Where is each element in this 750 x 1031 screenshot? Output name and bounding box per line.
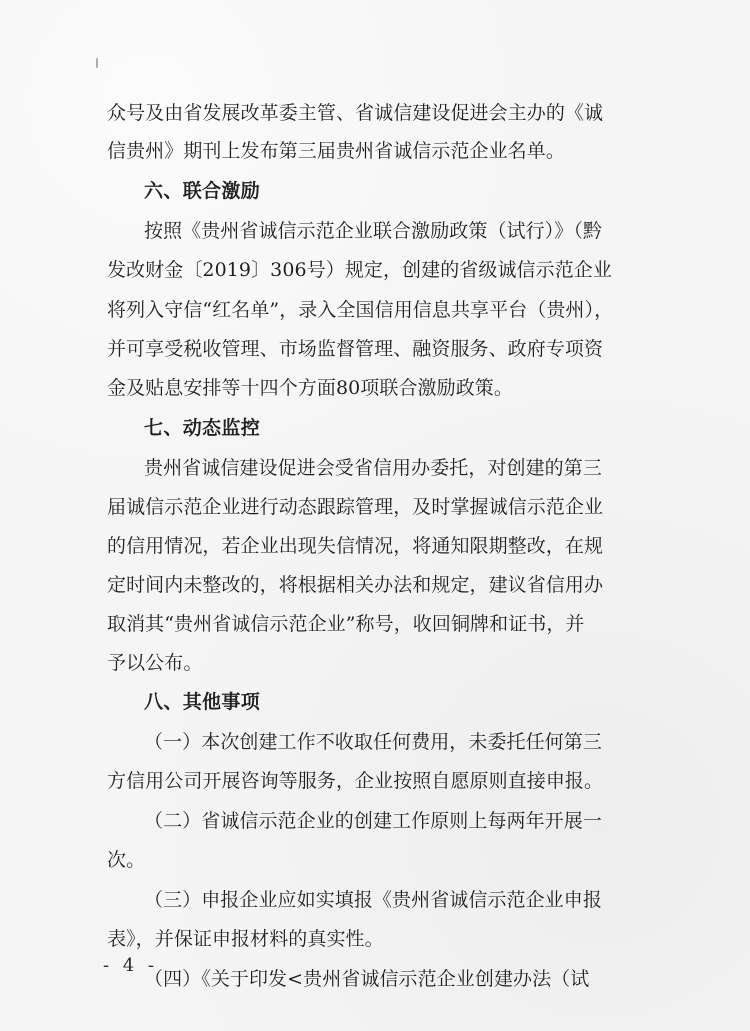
section-heading-8: 八、其他事项 [144,691,261,713]
section-heading-7: 七、动态监控 [144,417,261,439]
body-line-9: 届诚信示范企业进行动态跟踪管理，及时掌握诚信示范企业 [107,496,604,518]
body-line-4: 发改财金〔2019〕306号）规定，创建的省级诚信示范企业 [107,259,612,281]
body-line-15: 方信用公司开展咨询等服务，企业按照自愿原则直接申报。 [107,770,604,792]
body-line-6: 并可享受税收管理、市场监督管理、融资服务、政府专项资 [107,338,604,360]
section-heading-6: 六、联合激励 [144,180,261,202]
scan-mark [96,58,98,68]
body-line-19: 表》，并保证申报材料的真实性。 [107,928,384,950]
body-line-1: 众号及由省发展改革委主管、省诚信建设促进会主办的《诚 [107,102,604,124]
body-line-14: （一）本次创建工作不收取任何费用，未委托任何第三 [144,731,602,753]
body-line-7: 金及贴息安排等十四个方面80项联合激励政策。 [107,377,513,399]
body-line-20: （四）《关于印发<贵州省诚信示范企业创建办法（试 [144,968,590,990]
page-number: - 4 - [103,955,159,976]
body-line-13: 予以公布。 [107,652,203,674]
body-line-11: 定时间内未整改的，将根据相关办法和规定，建议省信用办 [107,574,604,596]
body-line-3: 按照《贵州省诚信示范企业联合激励政策（试行）》（黔 [144,220,603,242]
body-line-10: 的信用情况，若企业出现失信情况，将通知限期整改，在规 [107,535,604,557]
body-line-8: 贵州省诚信建设促进会受省信用办委托，对创建的第三 [144,457,602,479]
body-line-18: （三）申报企业应如实填报《贵州省诚信示范企业申报 [144,889,602,911]
body-line-12: 取消其“贵州省诚信示范企业”称号，收回铜牌和证书，并 [107,613,585,635]
body-line-2: 信贵州》期刊上发布第三届贵州省诚信示范企业名单。 [107,140,565,162]
body-line-5: 将列入守信“红名单”，录入全国信用信息共享平台（贵州）， [107,299,614,321]
body-line-16: （二）省诚信示范企业的创建工作原则上每两年开展一 [144,810,602,832]
body-line-17: 次。 [107,849,146,871]
